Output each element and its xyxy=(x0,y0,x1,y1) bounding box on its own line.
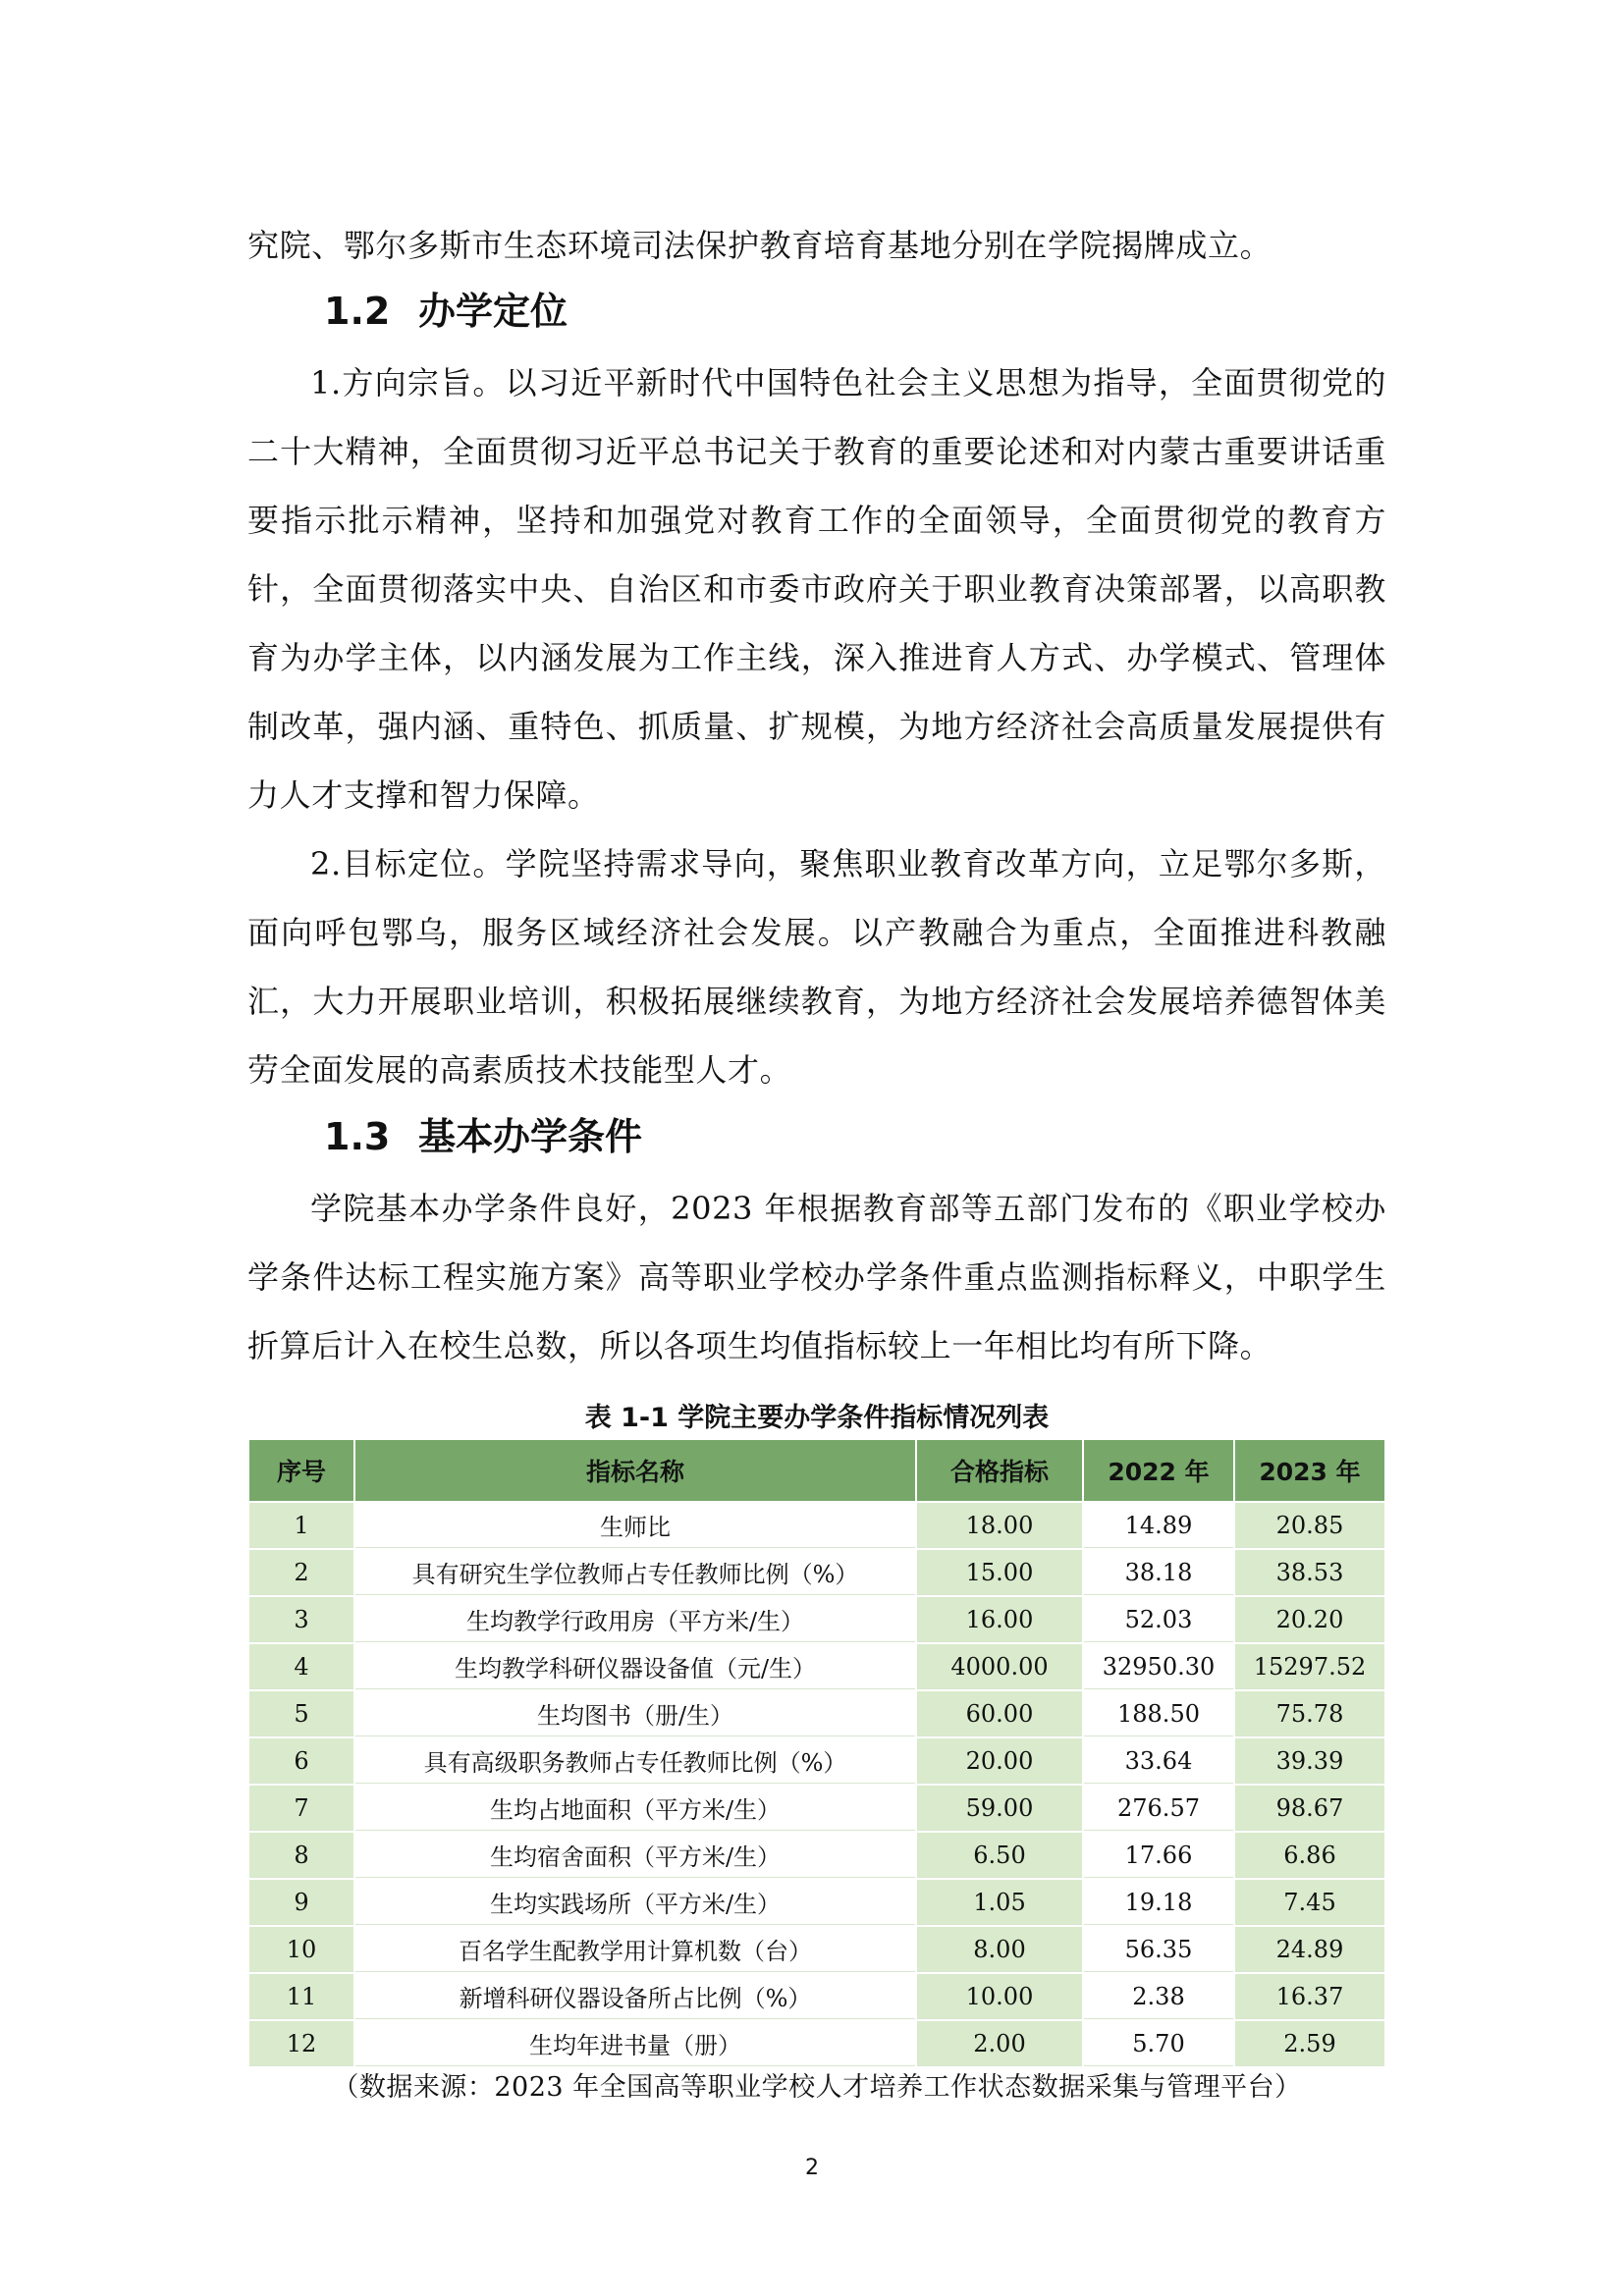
row-number-cell: 6 xyxy=(249,1738,353,1784)
conditions-paragraph: 学院基本办学条件良好，2023 年根据教育部等五部门发布的《职业学校办学条件达标工程实施方案》高等职业学校办学条件重点监测指标释义，中职学生折算后计入在校生总数，所以各项生均值指标较上一年相比均有所下降。 xyxy=(247,1190,1386,1364)
column-header: 合格指标 xyxy=(917,1440,1082,1501)
direction-paragraph: 1.方向宗旨。以习近平新时代中国特色社会主义思想为指导，全面贯彻党的二十大精神，全面贯彻习近平总书记关于教育的重要论述和对内蒙古重要讲话重要指示批示精神，坚持和加强党对教育工作的全面领导，全面贯彻党的教育方针，全面贯彻落实中央、自治区和市委市政府关于职业教育决策部署，以高职教育为办学主体，以内涵发展为工作主线，深入推进育人方式、办学模式、管理体制改革，强内涵、重特色、抓质量、扩规模，为地方经济社会高质量发展提供有力人才支撑和智力保障。 xyxy=(247,364,1386,814)
indicator-name-cell: 生均年进书量（册） xyxy=(355,2021,915,2066)
value-2022-cell: 2.38 xyxy=(1084,1974,1233,2019)
qualified-standard-cell: 16.00 xyxy=(917,1597,1082,1642)
value-2022-cell: 19.18 xyxy=(1084,1880,1233,1925)
data-source-note: （数据来源：2023 年全国高等职业学校人才培养工作状态数据采集与管理平台） xyxy=(332,2072,1302,2103)
row-number-cell: 11 xyxy=(249,1974,353,2019)
goal-paragraph: 2.目标定位。学院坚持需求导向，聚焦职业教育改革方向，立足鄂尔多斯，面向呼包鄂乌，服务区域经济社会发展。以产教融合为重点，全面推进科教融汇，大力开展职业培训，积极拓展继续教育，为地方经济社会发展培养德智体美劳全面发展的高素质技术技能型人才。 xyxy=(247,845,1386,1089)
intro-continuation: 究院、鄂尔多斯市生态环境司法保护教育培育基地分别在学院揭牌成立。 xyxy=(247,227,1272,264)
section-title: 办学定位 xyxy=(418,290,568,333)
section-heading-1-2 xyxy=(324,287,568,336)
row-number-cell: 7 xyxy=(249,1786,353,1831)
indicator-name-cell: 新增科研仪器设备所占比例（%） xyxy=(355,1974,915,2019)
value-2023-cell: 6.86 xyxy=(1235,1833,1384,1878)
section-number: 1.2 xyxy=(324,290,391,333)
value-2022-cell: 17.66 xyxy=(1084,1833,1233,1878)
qualified-standard-cell: 10.00 xyxy=(917,1974,1082,2019)
row-number-cell: 12 xyxy=(249,2021,353,2066)
row-number-cell: 5 xyxy=(249,1691,353,1736)
indicator-name-cell: 生均图书（册/生） xyxy=(355,1691,915,1736)
qualified-standard-cell: 2.00 xyxy=(917,2021,1082,2066)
table-caption: 表 1-1 学院主要办学条件指标情况列表 xyxy=(584,1403,1050,1433)
row-number-cell: 2 xyxy=(249,1550,353,1595)
indicator-name-cell: 具有高级职务教师占专任教师比例（%） xyxy=(355,1738,915,1784)
value-2022-cell: 188.50 xyxy=(1084,1691,1233,1736)
value-2023-cell: 24.89 xyxy=(1235,1927,1384,1972)
value-2023-cell: 15297.52 xyxy=(1235,1644,1384,1689)
qualified-standard-cell: 15.00 xyxy=(917,1550,1082,1595)
indicator-name-cell: 生均教学科研仪器设备值（元/生） xyxy=(355,1644,915,1689)
page-number: 2 xyxy=(805,2156,819,2180)
qualified-standard-cell: 59.00 xyxy=(917,1786,1082,1831)
table-body xyxy=(249,1503,1384,2066)
table-row xyxy=(249,1786,1384,1831)
section-1-2-body xyxy=(247,348,1386,1104)
table-row xyxy=(249,1880,1384,1925)
value-2022-cell: 52.03 xyxy=(1084,1597,1233,1642)
row-number-cell: 1 xyxy=(249,1503,353,1548)
value-2022-cell: 14.89 xyxy=(1084,1503,1233,1548)
indicator-name-cell: 生均教学行政用房（平方米/生） xyxy=(355,1597,915,1642)
qualified-standard-cell: 1.05 xyxy=(917,1880,1082,1925)
qualified-standard-cell: 20.00 xyxy=(917,1738,1082,1784)
table-row xyxy=(249,1644,1384,1689)
qualified-standard-cell: 60.00 xyxy=(917,1691,1082,1736)
table-row xyxy=(249,1691,1384,1736)
row-number-cell: 4 xyxy=(249,1644,353,1689)
value-2023-cell: 7.45 xyxy=(1235,1880,1384,1925)
indicator-name-cell: 具有研究生学位教师占专任教师比例（%） xyxy=(355,1550,915,1595)
table-row xyxy=(249,1833,1384,1878)
conditions-table xyxy=(247,1438,1386,2068)
indicator-name-cell: 生均实践场所（平方米/生） xyxy=(355,1880,915,1925)
table-row xyxy=(249,1597,1384,1642)
column-header: 2022 年 xyxy=(1084,1440,1233,1501)
value-2022-cell: 56.35 xyxy=(1084,1927,1233,1972)
value-2023-cell: 2.59 xyxy=(1235,2021,1384,2066)
section-number: 1.3 xyxy=(324,1115,391,1158)
qualified-standard-cell: 8.00 xyxy=(917,1927,1082,1972)
row-number-cell: 3 xyxy=(249,1597,353,1642)
value-2023-cell: 20.20 xyxy=(1235,1597,1384,1642)
section-1-3-body xyxy=(247,1174,1386,1380)
indicator-name-cell: 生师比 xyxy=(355,1503,915,1548)
column-header: 序号 xyxy=(249,1440,353,1501)
column-header: 2023 年 xyxy=(1235,1440,1384,1501)
value-2023-cell: 16.37 xyxy=(1235,1974,1384,2019)
indicator-name-cell: 生均占地面积（平方米/生） xyxy=(355,1786,915,1831)
value-2023-cell: 39.39 xyxy=(1235,1738,1384,1784)
intro-paragraph xyxy=(247,211,1386,280)
value-2022-cell: 38.18 xyxy=(1084,1550,1233,1595)
qualified-standard-cell: 6.50 xyxy=(917,1833,1082,1878)
column-header: 指标名称 xyxy=(355,1440,915,1501)
value-2023-cell: 20.85 xyxy=(1235,1503,1384,1548)
table-row xyxy=(249,1974,1384,2019)
indicator-name-cell: 生均宿舍面积（平方米/生） xyxy=(355,1833,915,1878)
table-row xyxy=(249,1503,1384,1548)
value-2023-cell: 75.78 xyxy=(1235,1691,1384,1736)
value-2022-cell: 33.64 xyxy=(1084,1738,1233,1784)
value-2022-cell: 5.70 xyxy=(1084,2021,1233,2066)
table-row xyxy=(249,1927,1384,1972)
qualified-standard-cell: 4000.00 xyxy=(917,1644,1082,1689)
section-heading-1-3 xyxy=(324,1112,642,1161)
indicator-name-cell: 百名学生配教学用计算机数（台） xyxy=(355,1927,915,1972)
row-number-cell: 10 xyxy=(249,1927,353,1972)
table-header-row xyxy=(249,1440,1384,1501)
value-2023-cell: 38.53 xyxy=(1235,1550,1384,1595)
row-number-cell: 8 xyxy=(249,1833,353,1878)
value-2022-cell: 276.57 xyxy=(1084,1786,1233,1831)
table-row xyxy=(249,1738,1384,1784)
table-row xyxy=(249,2021,1384,2066)
row-number-cell: 9 xyxy=(249,1880,353,1925)
section-title: 基本办学条件 xyxy=(418,1115,643,1158)
table-row xyxy=(249,1550,1384,1595)
qualified-standard-cell: 18.00 xyxy=(917,1503,1082,1548)
value-2022-cell: 32950.30 xyxy=(1084,1644,1233,1689)
value-2023-cell: 98.67 xyxy=(1235,1786,1384,1831)
